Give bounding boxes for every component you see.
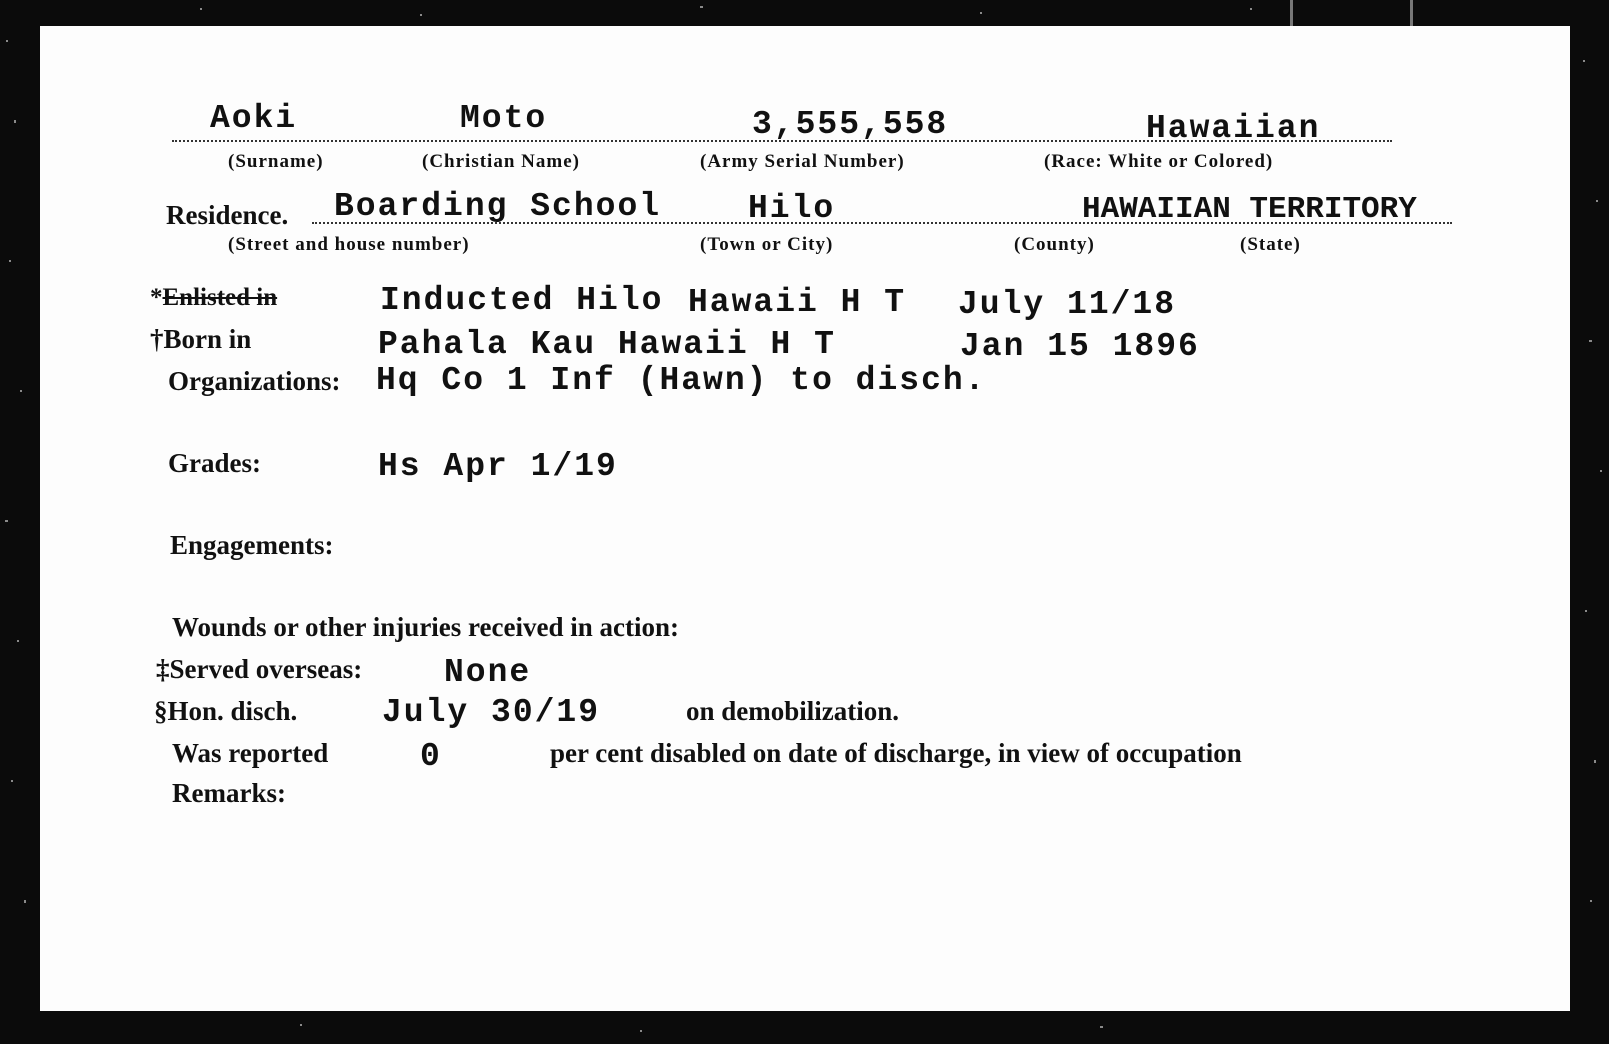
grades-label: Grades:: [168, 448, 261, 478]
street-caption: (Street and house number): [228, 234, 470, 255]
grades-value: Hs Apr 1/19: [378, 448, 618, 485]
serial-number-caption: (Army Serial Number): [700, 151, 905, 172]
engagements-label: Engagements:: [170, 530, 334, 560]
serial-number-value: 3,555,558: [752, 106, 949, 143]
enlisted-label-text: Enlisted in: [162, 284, 278, 311]
organizations-label: Organizations:: [168, 366, 341, 396]
surname-caption: (Surname): [228, 151, 324, 172]
overseas-value: None: [444, 654, 532, 691]
enlisted-date-value: July 11/18: [958, 286, 1177, 323]
race-value: Hawaiian: [1146, 110, 1321, 147]
discharge-date-value: July 30/19: [382, 694, 601, 731]
overseas-label: ‡Served overseas:: [156, 654, 363, 684]
header-dotted-line: [172, 140, 1392, 142]
born-label: †Born in: [150, 324, 252, 354]
state-caption: (State): [1240, 234, 1301, 255]
born-date-value: Jan 15 1896: [960, 328, 1200, 365]
enlisted-marker: *: [150, 284, 163, 311]
residence-label: Residence.: [166, 200, 289, 230]
wounds-label: Wounds or other injuries received in action:: [172, 612, 680, 642]
discharge-label: §Hon. disch.: [154, 696, 298, 726]
county-caption: (County): [1014, 234, 1095, 255]
enlisted-place-value: Inducted Hilo: [380, 282, 664, 319]
residence-street-value: Boarding School: [334, 188, 662, 225]
disability-label: Was reported: [172, 738, 329, 768]
enlisted-region-value: Hawaii H T: [688, 284, 907, 321]
christian-name-caption: (Christian Name): [422, 151, 580, 172]
born-place-value: Pahala Kau Hawaii H T: [378, 326, 836, 363]
town-caption: (Town or City): [700, 234, 834, 255]
discharge-note: on demobilization.: [686, 696, 900, 726]
service-record-card: [40, 26, 1570, 1011]
disability-value: 0: [420, 738, 442, 775]
surname-value: Aoki: [210, 100, 298, 137]
residence-state-value: HAWAIIAN TERRITORY: [1082, 192, 1417, 227]
residence-town-value: Hilo: [748, 190, 836, 227]
organizations-value: Hq Co 1 Inf (Hawn) to disch.: [376, 362, 987, 399]
residence-dotted-line: [312, 222, 1452, 224]
christian-name-value: Moto: [460, 100, 548, 137]
disability-note: per cent disabled on date of discharge, in view of occupation: [550, 738, 1242, 768]
enlisted-label: [150, 284, 277, 312]
race-caption: (Race: White or Colored): [1044, 151, 1274, 172]
remarks-label: Remarks:: [172, 778, 286, 808]
